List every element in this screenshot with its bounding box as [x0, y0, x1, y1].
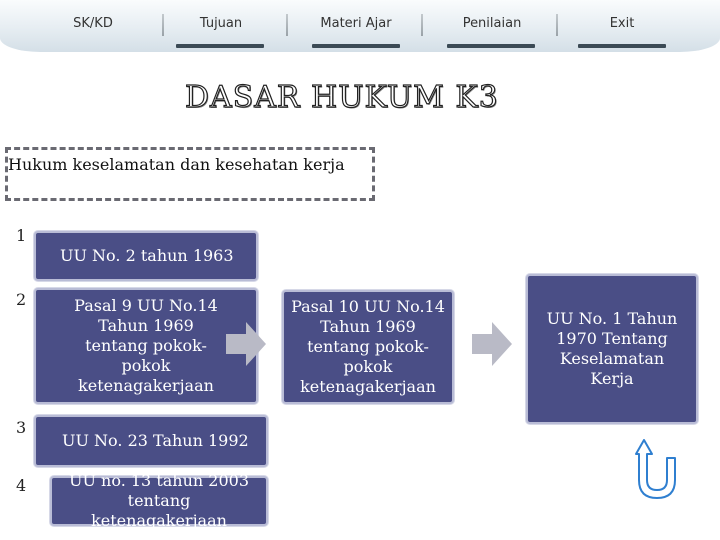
- list-item-3[interactable]: UU No. 23 Tahun 1992: [34, 415, 268, 467]
- nav-separator: [286, 14, 288, 36]
- list-item-2[interactable]: Pasal 9 UU No.14 Tahun 1969 tentang pokok-pokok ketenagakerjaan: [34, 288, 258, 404]
- nav-exit[interactable]: Exit: [609, 16, 635, 31]
- nav-separator: [421, 14, 423, 36]
- list-item-1[interactable]: UU No. 2 tahun 1963: [34, 231, 258, 281]
- nav-separator: [556, 14, 558, 36]
- nav-materi-ajar[interactable]: Materi Ajar: [320, 16, 392, 31]
- nav-underline: [447, 44, 535, 48]
- nav-underline: [578, 44, 666, 48]
- right-arrow-icon: [226, 322, 266, 366]
- list-number-2: 2: [16, 290, 27, 309]
- nav-underline: [312, 44, 400, 48]
- nav-underline: [176, 44, 264, 48]
- nav-separator: [162, 14, 164, 36]
- page-title: DASAR HUKUM K3: [185, 80, 499, 115]
- right-box[interactable]: UU No. 1 Tahun 1970 Tentang Keselamatan Kerja: [526, 274, 698, 424]
- list-number-4: 4: [16, 476, 27, 495]
- top-nav-bar: [0, 0, 720, 52]
- nav-tujuan[interactable]: Tujuan: [199, 16, 243, 31]
- nav-sk-kd[interactable]: SK/KD: [73, 16, 113, 31]
- u-turn-arrow-icon[interactable]: [628, 436, 686, 500]
- list-item-4[interactable]: UU no. 13 tahun 2003 tentang ketenagakerjaan: [50, 476, 268, 526]
- subtitle: Hukum keselamatan dan kesehatan kerja: [8, 155, 345, 174]
- list-number-3: 3: [16, 418, 27, 437]
- middle-box[interactable]: Pasal 10 UU No.14 Tahun 1969 tentang pokok-pokok ketenagakerjaan: [282, 290, 454, 404]
- list-number-1: 1: [16, 226, 27, 245]
- nav-penilaian[interactable]: Penilaian: [462, 16, 522, 31]
- right-arrow-icon: [472, 322, 512, 366]
